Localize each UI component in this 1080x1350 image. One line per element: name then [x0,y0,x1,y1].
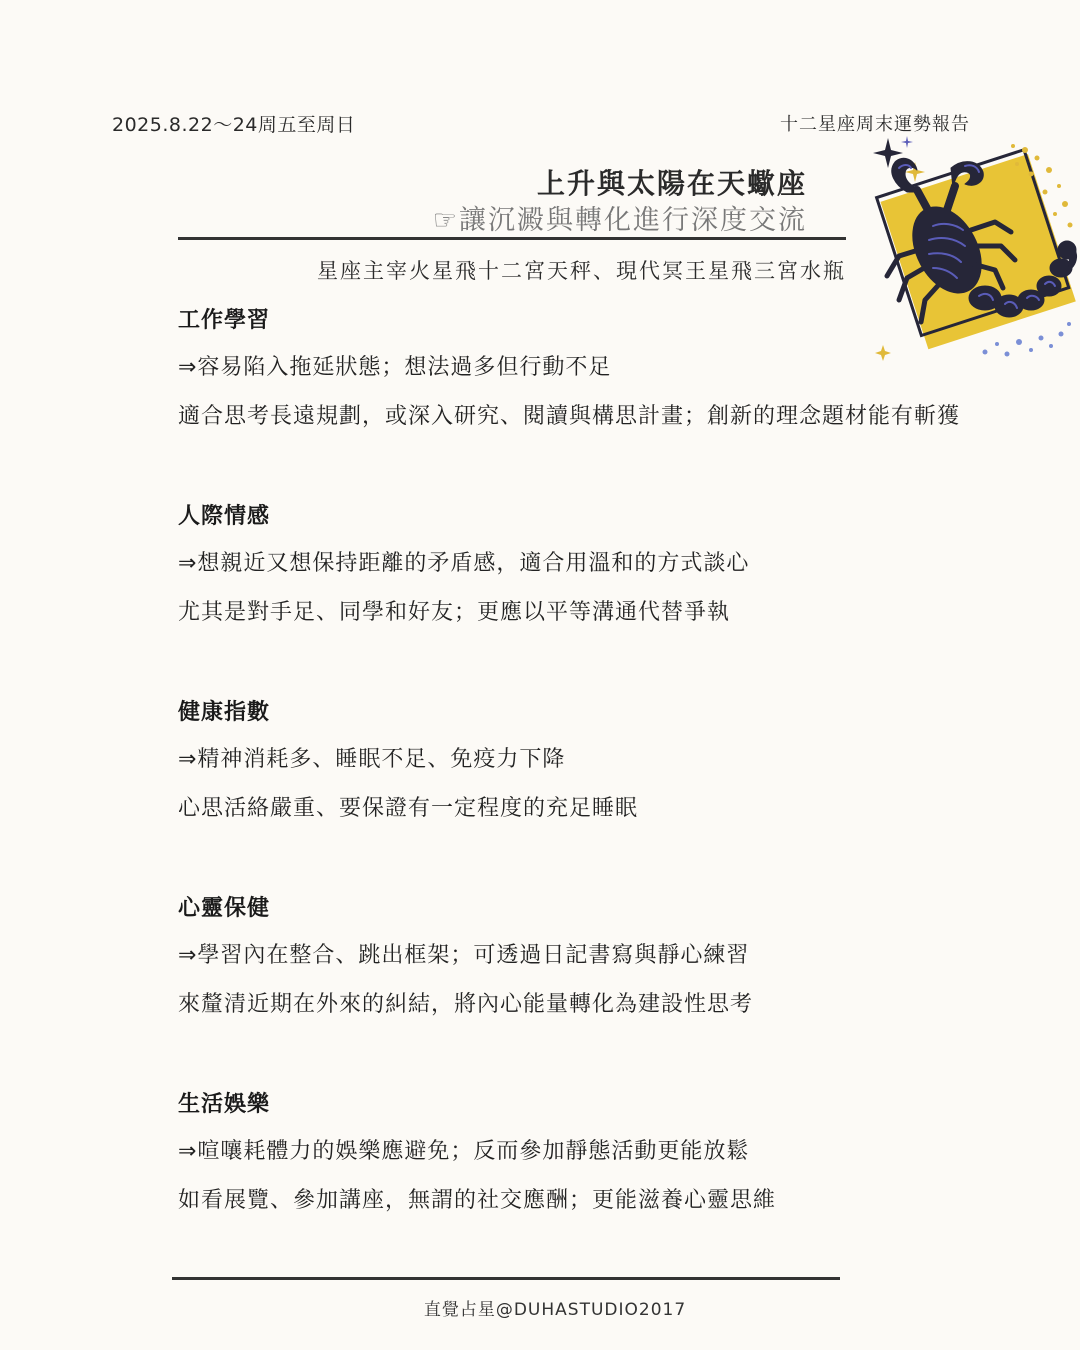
section-line: ⇒想親近又想保持距離的矛盾感，適合用溫和的方式談心 [178,551,750,576]
section-leisure [178,1090,1078,1218]
section-line: 如看展覽、參加講座，無謂的社交應酬；更能滋養心靈思維 [178,1188,777,1213]
section-line: 心思活絡嚴重、要保證有一定程度的充足睡眠 [178,796,639,821]
section-line: 尤其是對手足、同學和好友；更應以平等溝通代替爭執 [178,600,731,625]
section-mind-care [178,894,1078,1022]
section-line: ⇒精神消耗多、睡眠不足、免疫力下降 [178,747,566,772]
section-title: 健康指數 [178,700,271,725]
report-title: 十二星座周末運勢報告 [780,114,970,135]
divider-top [178,237,846,240]
subheadline: ☞讓沉澱與轉化進行深度交流 [432,205,807,236]
section-health [178,698,1078,826]
section-title: 工作學習 [178,308,271,333]
headline: 上升與太陽在天蠍座 [536,167,807,200]
section-title: 生活娛樂 [178,1092,271,1117]
section-line: ⇒學習內在整合、跳出框架；可透過日記書寫與靜心練習 [178,943,750,968]
section-line: ⇒喧嚷耗體力的娛樂應避免；反而參加靜態活動更能放鬆 [178,1139,750,1164]
section-work-study [178,306,1078,434]
section-line: ⇒容易陷入拖延狀態；想法過多但行動不足 [178,355,612,380]
date-range: 2025.8.22～24周五至周日 [112,114,356,136]
ruler-description: 星座主宰火星飛十二宮天秤、現代冥王星飛三宮水瓶 [317,259,846,283]
section-title: 人際情感 [178,504,271,529]
section-title: 心靈保健 [178,896,271,921]
footer-credit: 直覺占星@DUHASTUDIO2017 [423,1300,687,1320]
section-relationships [178,502,1078,630]
section-line: 適合思考長遠規劃，或深入研究、閱讀與構思計畫；創新的理念題材能有斬獲 [178,404,961,429]
section-line: 來釐清近期在外來的糾結，將內心能量轉化為建設性思考 [178,992,754,1017]
divider-bottom [172,1277,840,1280]
